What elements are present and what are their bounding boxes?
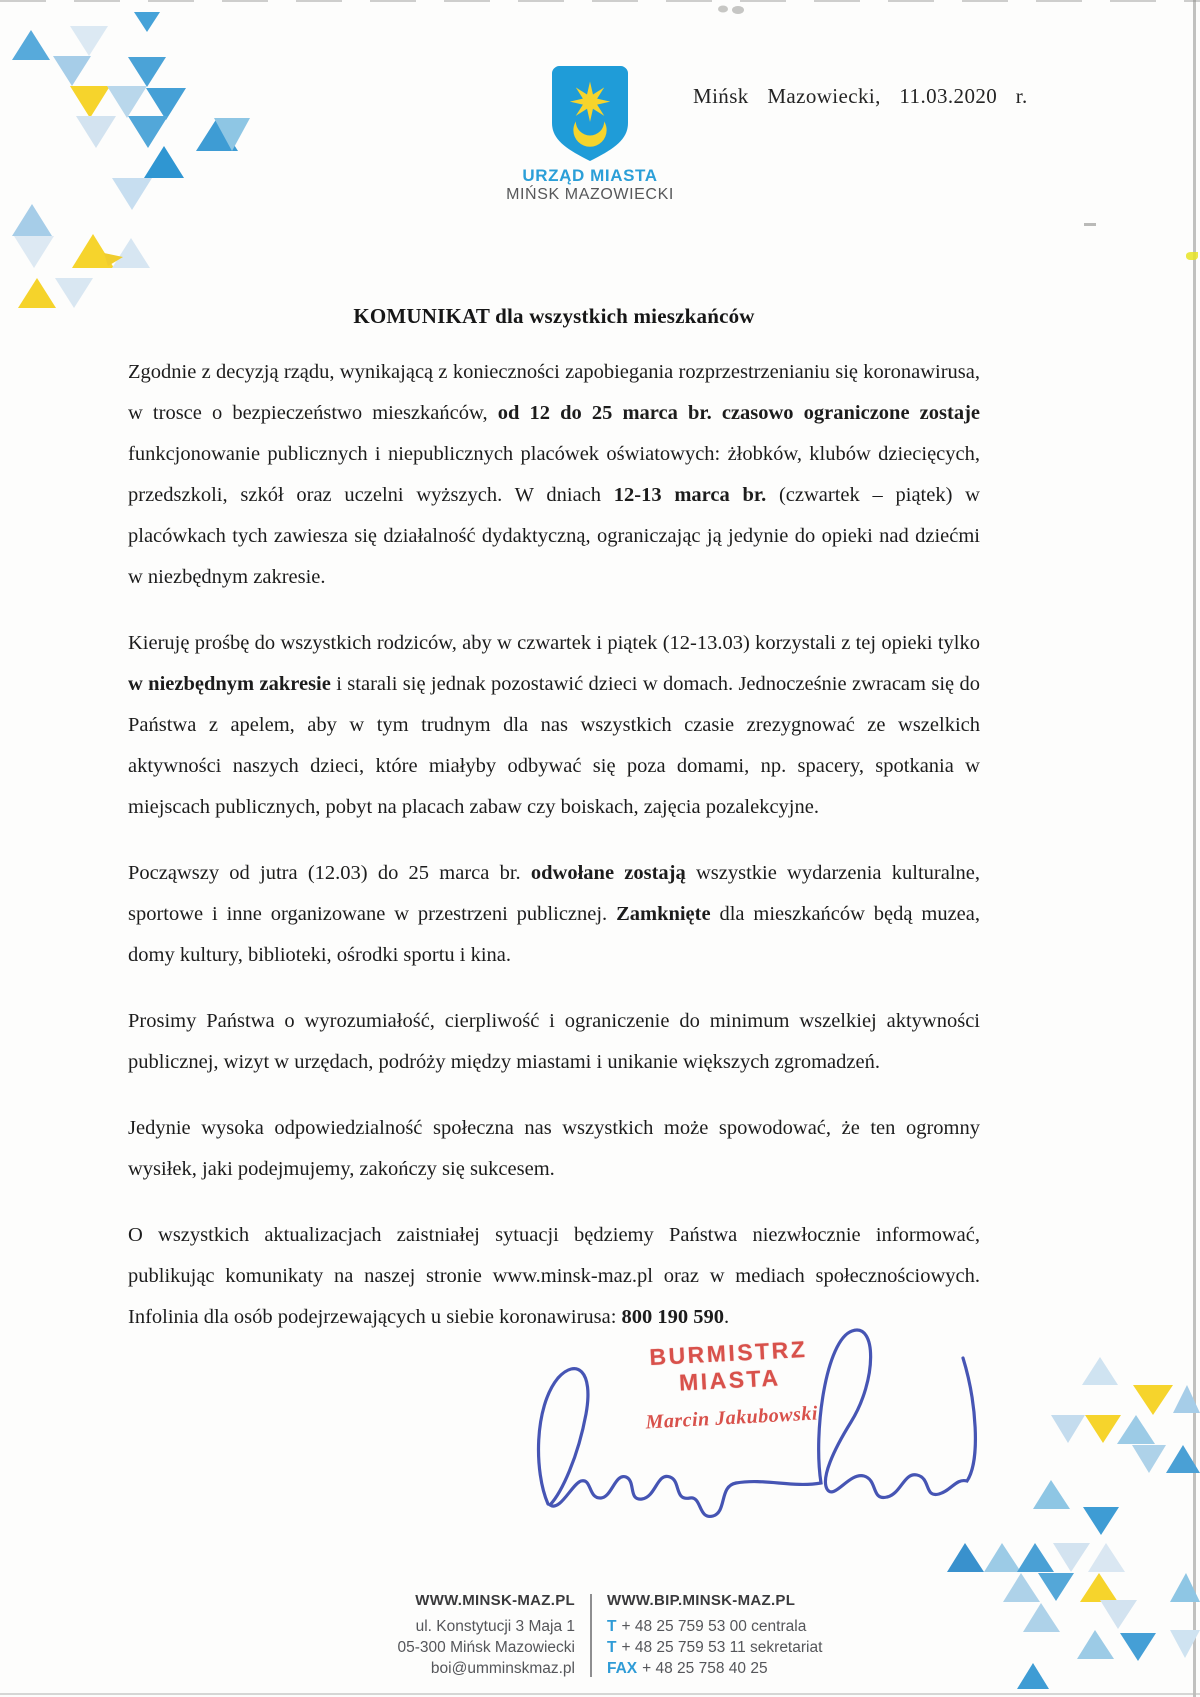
letter-body xyxy=(128,352,980,1363)
footer-address-street: ul. Konstytucji 3 Maja 1 xyxy=(415,1618,575,1635)
footer-phone-line xyxy=(607,1637,869,1658)
paragraph-run-bold: 12-13 marca br. xyxy=(613,484,767,506)
city-coat-of-arms xyxy=(552,66,628,161)
fax-label: FAX xyxy=(607,1660,638,1677)
paragraph-run: O wszystkich aktualizacjach zaistniałej sytuacji będziemy Państwa niezwłocznie informować, publikując komunikaty na naszej stronie www.minsk-maz.pl oraz w mediach społecznościowych. Infolinia dla osób podejrzewających u siebie koronawirusa: xyxy=(128,1224,980,1328)
paragraph xyxy=(128,1001,980,1083)
paragraph-run: Zgodnie z decyzją rządu, wynikającą z konieczności zapobiegania rozprzestrzenianiu się koronawirusa, w trosce o bezpieczeństwo mieszkańców, xyxy=(128,361,980,424)
letter-dateline: Mińsk Mazowiecki, 11.03.2020 r. xyxy=(693,84,1028,108)
paragraph-run: Prosimy Państwa o wyrozumiałość, cierpliwość i ograniczenie do minimum wszelkiej aktywności publicznej, wizyt w urzędach, podróży między miastami i unikanie większych zgromadzeń. xyxy=(128,1010,980,1073)
paragraph-run-bold: odwołane zostają xyxy=(530,862,686,884)
footer-address-column xyxy=(331,1592,590,1679)
paragraph-run: wszystkie wydarzenia kulturalne, sportowe i inne organizowane w przestrzeni publicznej. xyxy=(128,862,980,925)
footer-phone-line xyxy=(607,1616,869,1637)
paragraph-run-bold: Zamknięte xyxy=(616,903,711,925)
phone-number: + 48 25 759 53 00 centrala xyxy=(621,1618,807,1635)
phone-number: + 48 25 759 53 11 sekretariat xyxy=(621,1639,823,1656)
fax-number: + 48 25 758 40 25 xyxy=(642,1660,768,1677)
stamp-title: BURMISTRZ MIASTA xyxy=(648,1335,808,1396)
footer-fax-line xyxy=(607,1658,869,1679)
paragraph-run-bold: od 12 do 25 marca br. czasowo ograniczone zostaje xyxy=(497,402,980,424)
scan-smudge xyxy=(716,3,750,15)
paragraph xyxy=(128,623,980,828)
scan-edge-top xyxy=(0,0,1200,2)
paragraph xyxy=(128,352,980,598)
footer-email: boi@umminskmaz.pl xyxy=(430,1660,575,1677)
office-name-line1: URZĄD MIASTA xyxy=(522,166,658,185)
footer-address-city: 05-300 Mińsk Mazowiecki xyxy=(397,1639,575,1656)
paragraph-run-bold: 800 190 590 xyxy=(621,1306,725,1328)
paragraph xyxy=(128,853,980,976)
paragraph-run: (czwartek – piątek) w placówkach tych zawiesza się działalność dydaktyczną, ograniczając ją jedynie do opieki nad dziećmi w niezbędnym zakresie. xyxy=(128,484,980,588)
footer xyxy=(0,1592,1200,1679)
footer-contact-column xyxy=(592,1592,869,1679)
scan-yellow-mark xyxy=(1186,252,1198,260)
paragraph-run: i starali się jednak pozostawić dzieci w domach. Jednocześnie zwracam się do Państwa z apelem, aby w tym trudnym dla nas wszystkich czasie zrezygnować ze wszelkich aktywności naszych dzieci, które miałyby odbywać się poza domami, np. spacery, spotkania w miejscach publicznych, pobyt na placach zabaw czy boiskach, zajęcia pozalekcyjne. xyxy=(128,673,980,818)
paragraph-run-bold: w niezbędnym zakresie xyxy=(128,673,331,695)
paragraph-run: Kieruję prośbę do wszystkich rodziców, aby w czwartek i piątek (12-13.03) korzystali z tej opieki tylko xyxy=(128,632,980,654)
star-icon xyxy=(570,81,610,121)
triangle-decoration-top-left xyxy=(0,4,250,314)
header-logo-block xyxy=(460,66,720,204)
phone-label: T xyxy=(607,1639,617,1656)
paragraph-run: . xyxy=(724,1306,730,1328)
office-name-line2: MIŃSK MAZOWIECKI xyxy=(506,186,674,203)
scan-dash xyxy=(1084,223,1096,226)
paragraph-run: Począwszy od jutra (12.03) do 25 marca br. xyxy=(128,862,531,884)
paragraph-run: dla mieszkańców będą muzea, domy kultury, biblioteki, ośrodki sportu i kina. xyxy=(128,903,980,966)
letter-title: KOMUNIKAT dla wszystkich mieszkańców xyxy=(353,304,755,328)
footer-website-bip: WWW.BIP.MINSK-MAZ.PL xyxy=(607,1592,796,1609)
paragraph-run: funkcjonowanie publicznych i niepublicznych placówek oświatowych: żłobków, klubów dziecięcych, przedszkoli, szkół oraz uczelni wyższych. W dniach xyxy=(128,443,980,506)
handwritten-signature xyxy=(520,1312,990,1527)
stamp-name: Marcin Jakubowski xyxy=(645,1402,819,1434)
phone-label: T xyxy=(607,1618,617,1635)
footer-website-main: WWW.MINSK-MAZ.PL xyxy=(415,1592,575,1609)
paragraph xyxy=(128,1108,980,1190)
paragraph-run: Jedynie wysoka odpowiedzialność społeczna nas wszystkich może spowodować, że ten ogromny wysiłek, jaki podejmujemy, zakończy się sukcesem. xyxy=(128,1117,980,1180)
